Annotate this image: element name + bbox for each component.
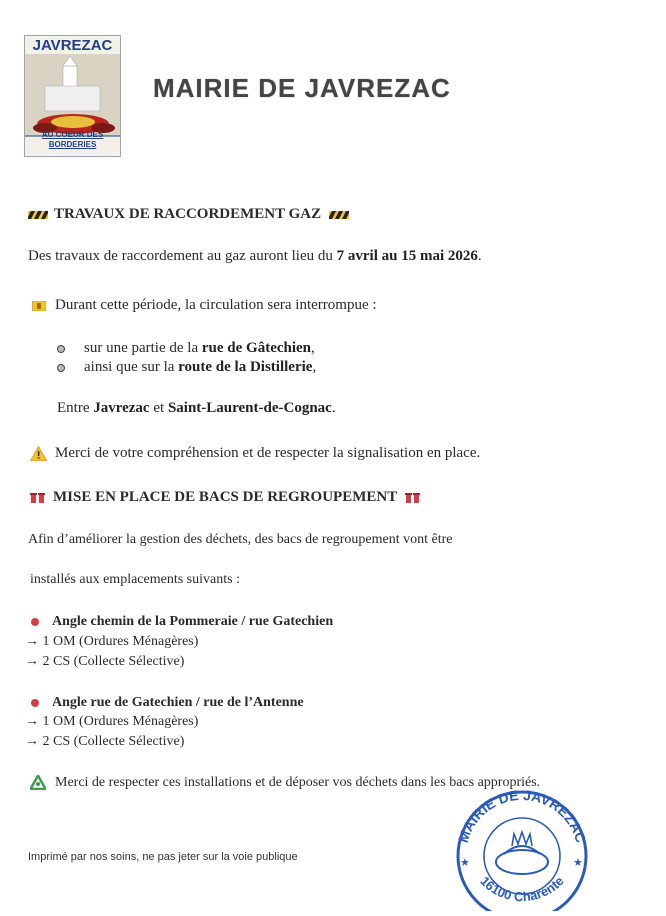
location-1-om: → 1 OM (Ordures Ménagères) bbox=[25, 634, 199, 649]
location-2-name: Angle rue de Gatechien / rue de l’Antenne bbox=[52, 695, 304, 710]
between-suffix: . bbox=[331, 400, 336, 416]
street-item-2 bbox=[57, 358, 316, 377]
location-2-row bbox=[31, 693, 304, 712]
location-1-cs: → 2 CS (Collecte Sélective) bbox=[25, 654, 185, 669]
commune-logo bbox=[24, 35, 121, 157]
bacs-intro-line-1: Afin d’améliorer la gestion des déchets, des bacs de regroupement vont être bbox=[28, 532, 453, 547]
street-2-name: route de la Distillerie bbox=[178, 359, 313, 375]
bacs-heading: MISE EN PLACE DE BACS DE REGROUPEMENT bbox=[53, 489, 398, 505]
mairie-stamp bbox=[452, 786, 592, 916]
between-prefix: Entre bbox=[57, 400, 94, 416]
location-1-name: Angle chemin de la Pommeraie / rue Gatechien bbox=[52, 614, 334, 629]
stamp-seal bbox=[452, 786, 592, 911]
travaux-thanks-row bbox=[30, 444, 480, 463]
location-1-row bbox=[31, 612, 333, 631]
trash-bin-icon bbox=[30, 492, 46, 504]
svg-text:16100 Charente bbox=[477, 873, 566, 904]
street-1-suffix: , bbox=[311, 340, 315, 356]
location-2-cs: → 2 CS (Collecte Sélective) bbox=[25, 734, 185, 749]
period-text: Durant cette période, la circulation sera interrompue : bbox=[55, 297, 377, 313]
recycle-icon bbox=[30, 775, 46, 790]
warning-icon bbox=[30, 446, 47, 461]
location-pin-icon bbox=[31, 618, 39, 626]
bacs-heading-row bbox=[30, 489, 421, 506]
street-2-suffix: , bbox=[312, 359, 317, 375]
travaux-intro bbox=[28, 247, 482, 266]
page-title: MAIRIE DE JAVREZAC bbox=[153, 73, 451, 103]
street-1-text bbox=[84, 339, 315, 358]
travaux-thanks: Merci de votre compréhension et de respecter la signalisation en place. bbox=[55, 445, 481, 461]
street-1-name: rue de Gâtechien bbox=[201, 340, 312, 356]
location-2-om: → 1 OM (Ordures Ménagères) bbox=[25, 714, 199, 729]
logo-subtitle: AU COEUR DES BORDERIES bbox=[41, 130, 104, 149]
location-pin-icon bbox=[31, 699, 39, 707]
between-towns bbox=[57, 399, 336, 418]
svg-text:★: ★ bbox=[573, 856, 583, 869]
street-2-prefix: ainsi que sur la bbox=[84, 359, 179, 375]
stamp-top-text: MAIRIE DE JAVREZAC bbox=[454, 786, 590, 845]
intro-prefix: Des travaux de raccordement au gaz auront lieu du bbox=[28, 248, 337, 264]
between-and: et bbox=[149, 400, 168, 416]
logo-title: JAVREZAC bbox=[32, 37, 113, 54]
intro-suffix: . bbox=[477, 248, 482, 264]
svg-text:MAIRIE DE JAVREZAC bbox=[455, 787, 589, 845]
trash-bin-icon bbox=[405, 492, 421, 504]
street-item-1 bbox=[57, 339, 315, 358]
travaux-heading: TRAVAUX DE RACCORDEMENT GAZ bbox=[54, 206, 322, 222]
bullet-icon bbox=[57, 345, 65, 353]
svg-text:★: ★ bbox=[460, 856, 470, 869]
town-1: Javrezac bbox=[93, 400, 150, 416]
bacs-intro-line-2: installés aux emplacements suivants : bbox=[30, 572, 240, 587]
travaux-heading-row bbox=[28, 206, 349, 223]
construction-barrier-icon bbox=[329, 209, 349, 221]
bullet-icon bbox=[57, 364, 65, 372]
town-2: Saint-Laurent-de-Cognac bbox=[167, 400, 332, 416]
footer-note: Imprimé par nos soins, ne pas jeter sur la voie publique bbox=[28, 851, 298, 863]
construction-barrier-icon bbox=[28, 209, 48, 221]
intro-dates: 7 avril au 15 mai 2026 bbox=[336, 248, 478, 264]
stamp-bottom-text: 16100 Charente bbox=[477, 873, 567, 905]
street-2-text bbox=[84, 358, 316, 377]
period-row bbox=[32, 296, 377, 315]
no-entry-sign-icon bbox=[32, 301, 46, 311]
street-1-prefix: sur une partie de la bbox=[84, 340, 202, 356]
bacs-thanks: Merci de respecter ces installations et de déposer vos déchets dans les bacs appropriés. bbox=[55, 775, 541, 790]
